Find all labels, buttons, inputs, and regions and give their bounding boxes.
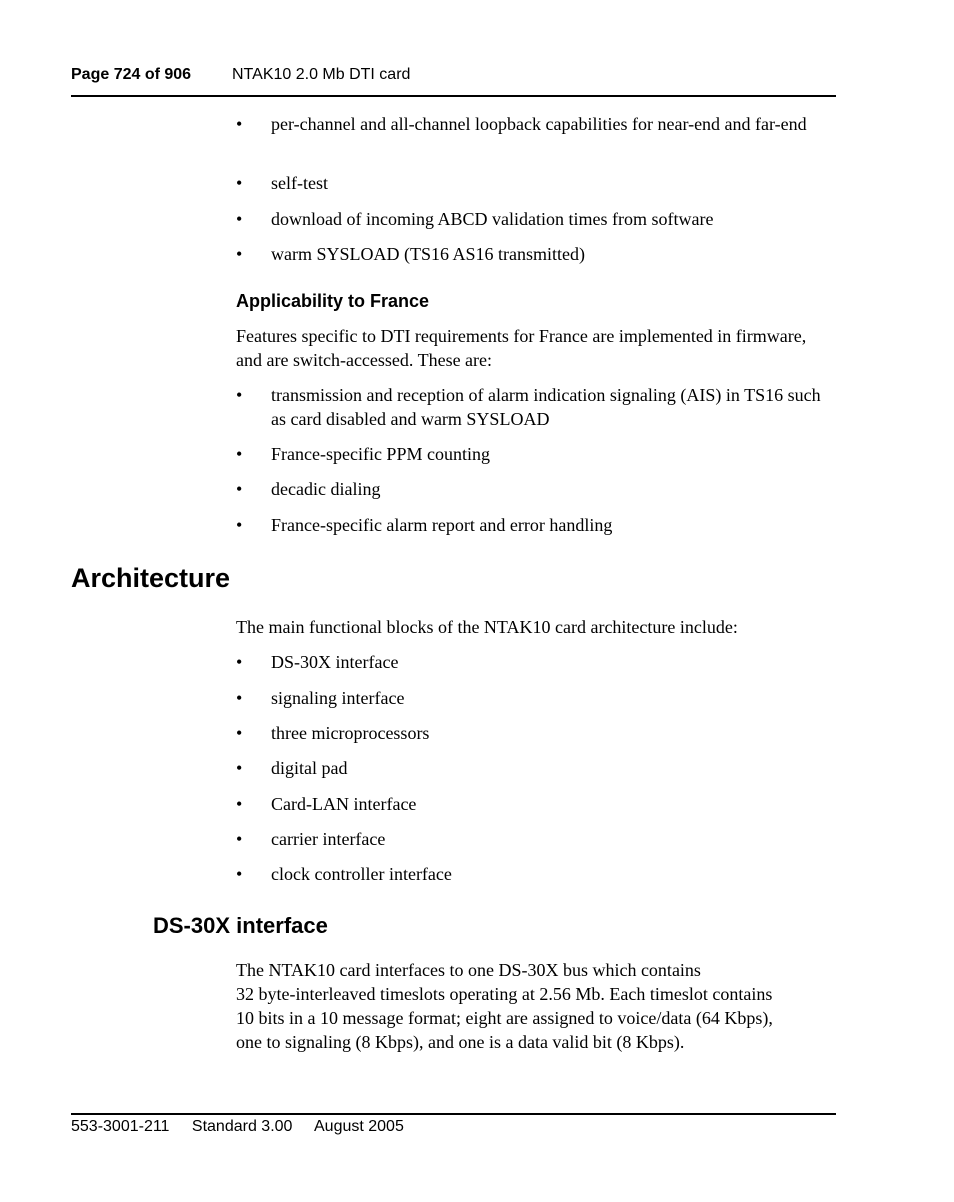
document-date: August 2005: [314, 1118, 404, 1135]
list-item: transmission and reception of alarm indication signaling (AIS) in TS16 such as card disabled and warm SYSLOAD: [271, 385, 821, 429]
bullet-marker: •: [236, 479, 243, 499]
list-item: DS-30X interface: [271, 652, 399, 672]
section-heading-architecture: Architecture: [71, 563, 231, 593]
bullet-marker: •: [236, 758, 243, 778]
page-footer: [71, 1118, 422, 1136]
bullet-marker: •: [236, 209, 243, 229]
list-item: download of incoming ABCD validation times from software: [271, 209, 714, 229]
list-item: three microprocessors: [271, 723, 430, 743]
list-item: France-specific alarm report and error handling: [271, 515, 613, 535]
text-line: 10 bits in a 10 message format; eight are assigned to voice/data (64 Kbps),: [236, 1008, 773, 1028]
paragraph-france: Features specific to DTI requirements for France are implemented in firmware, and are switch-accessed. These are:: [236, 326, 807, 370]
bullet-marker: •: [236, 864, 243, 884]
list-item: per-channel and all-channel loopback capabilities for near-end and far-end: [271, 114, 807, 134]
document-number: 553-3001-211: [71, 1118, 170, 1135]
document-title: NTAK10 2.0 Mb DTI card: [232, 66, 411, 83]
header-rule: [71, 95, 836, 97]
bullet-marker: •: [236, 385, 243, 405]
footer-rule: [71, 1113, 836, 1115]
list-item: decadic dialing: [271, 479, 381, 499]
text-line: The NTAK10 card interfaces to one DS-30X bus which contains: [236, 960, 701, 980]
list-item: self-test: [271, 173, 328, 193]
bullet-marker: •: [236, 173, 243, 193]
bullet-marker: •: [236, 444, 243, 464]
bullet-marker: •: [236, 794, 243, 814]
text-line: 32 byte-interleaved timeslots operating at 2.56 Mb. Each timeslot contains: [236, 984, 773, 1004]
list-item: France-specific PPM counting: [271, 444, 490, 464]
page-header: [71, 66, 411, 84]
paragraph-architecture: The main functional blocks of the NTAK10 card architecture include:: [236, 617, 738, 637]
bullet-marker: •: [236, 829, 243, 849]
page-number: Page 724 of 906: [71, 66, 192, 83]
section-heading-ds30x: DS-30X interface: [153, 913, 328, 938]
section-heading-france: Applicability to France: [236, 291, 430, 311]
paragraph-ds30x: [236, 958, 836, 1054]
list-item: clock controller interface: [271, 864, 452, 884]
bullet-marker: •: [236, 723, 243, 743]
list-item: Card-LAN interface: [271, 794, 417, 814]
bullet-marker: •: [236, 244, 243, 264]
list-item: carrier interface: [271, 829, 386, 849]
bullet-marker: •: [236, 114, 243, 134]
bullet-marker: •: [236, 515, 243, 535]
text-line: one to signaling (8 Kbps), and one is a data valid bit (8 Kbps).: [236, 1032, 685, 1052]
list-item: warm SYSLOAD (TS16 AS16 transmitted): [271, 244, 585, 264]
document-standard: Standard 3.00: [191, 1118, 293, 1135]
list-item: signaling interface: [271, 688, 405, 708]
list-item: digital pad: [271, 758, 348, 778]
bullet-marker: •: [236, 688, 243, 708]
bullet-marker: •: [236, 652, 243, 672]
